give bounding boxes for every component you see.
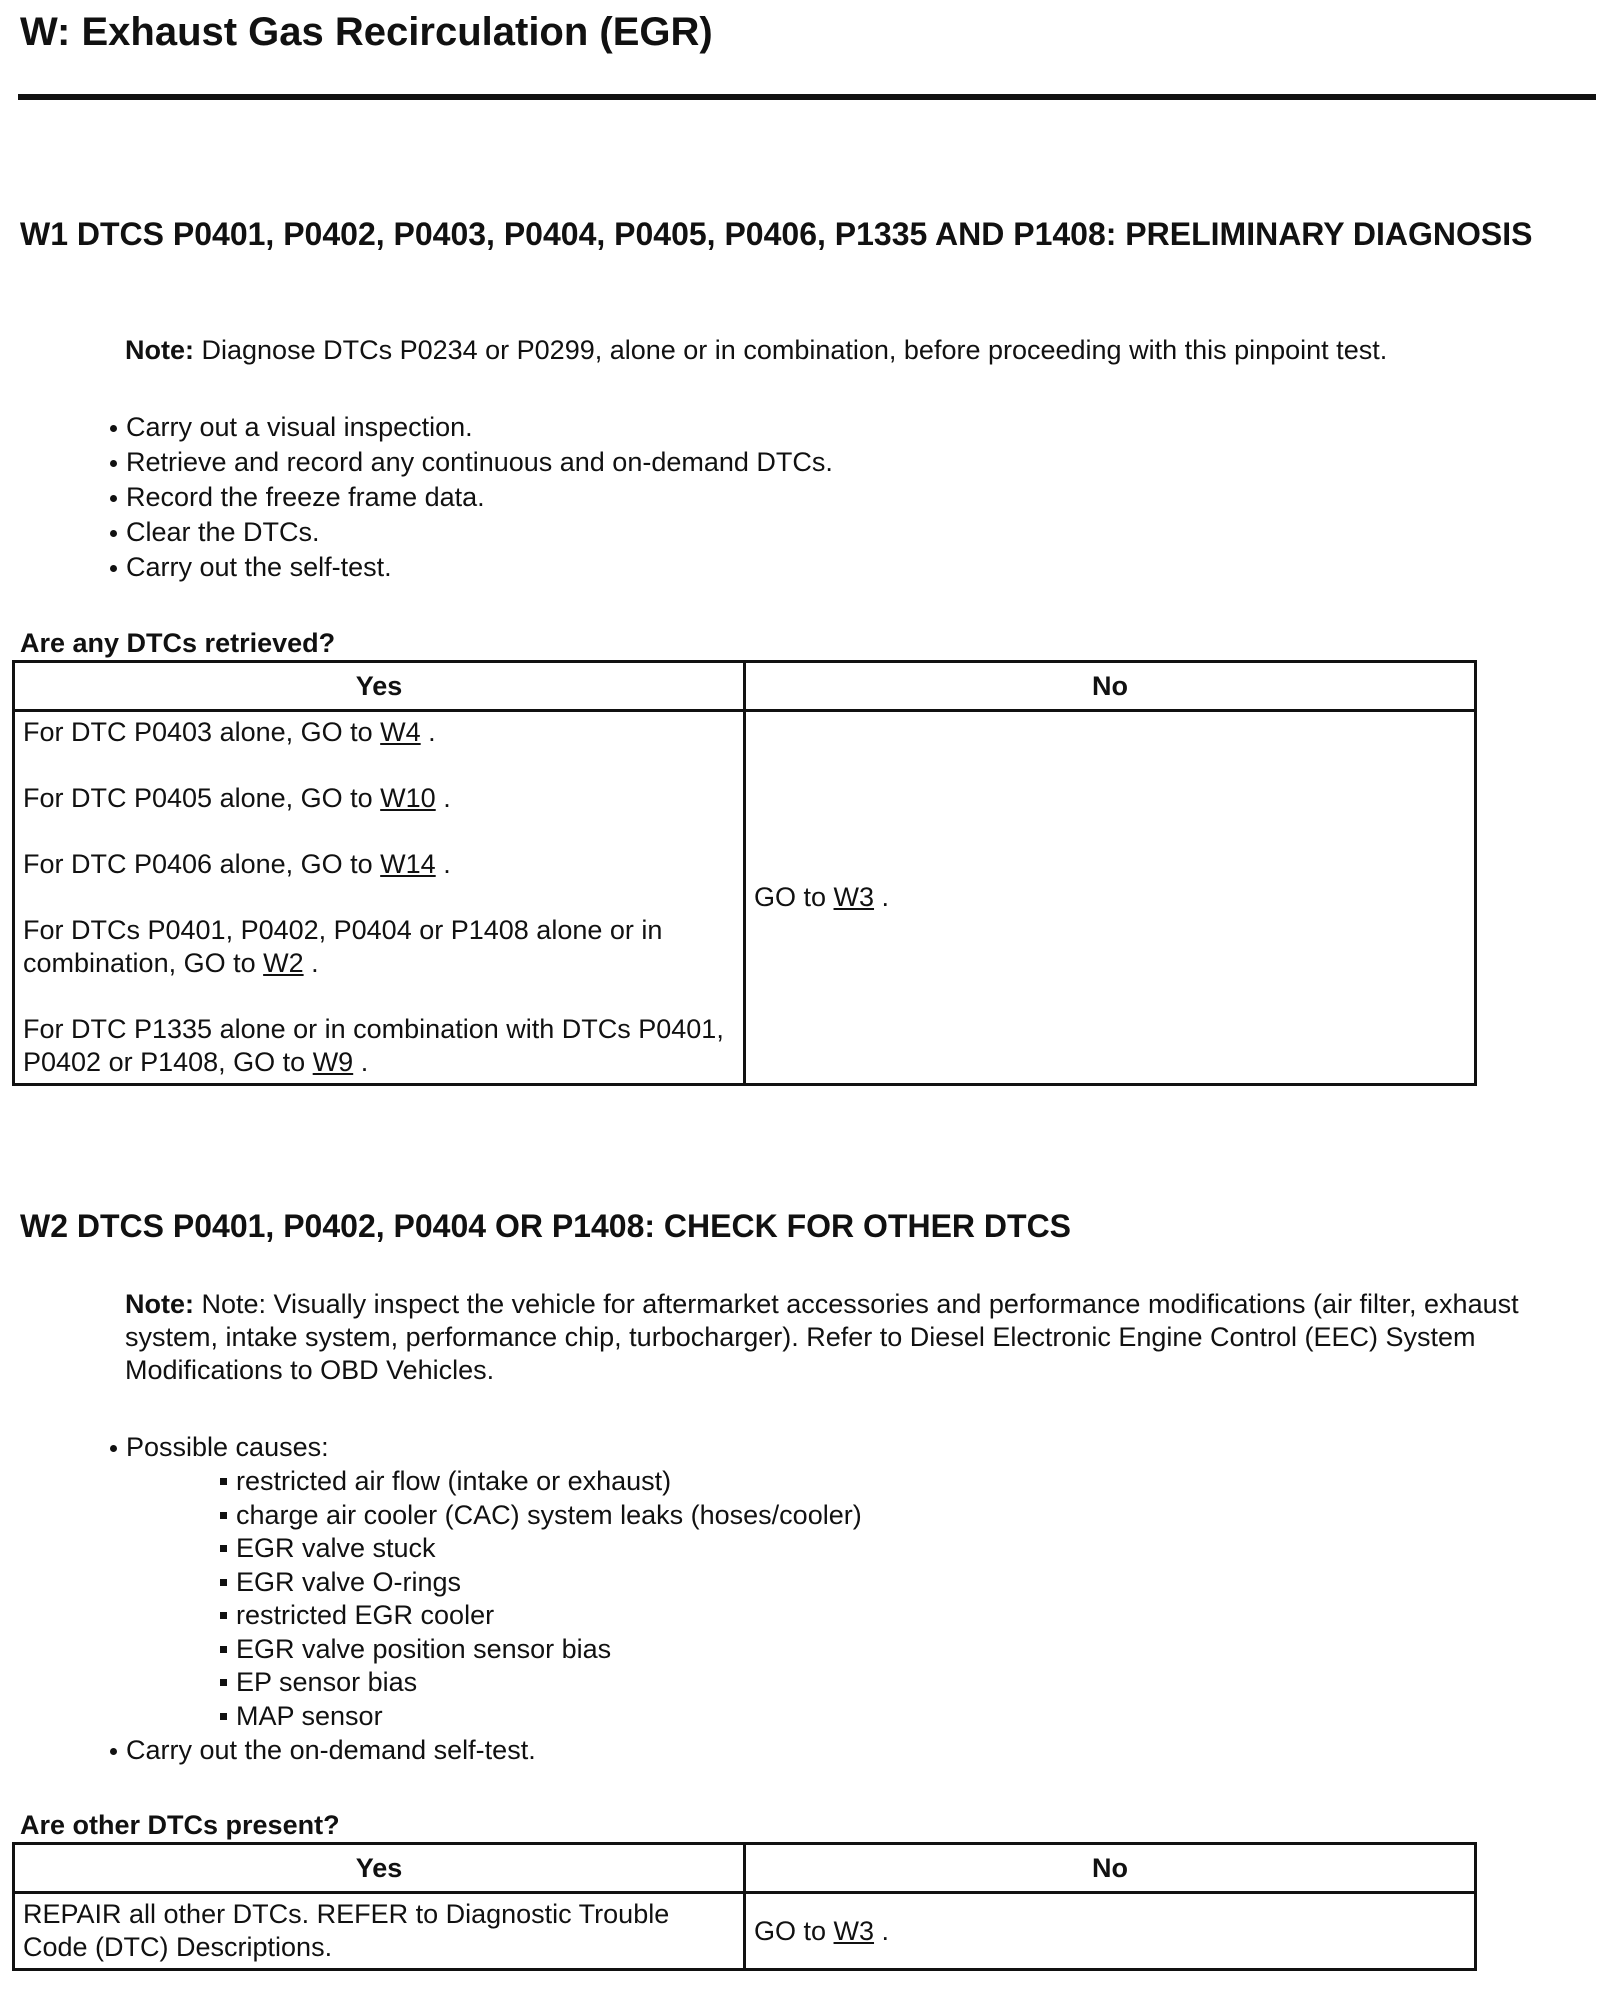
w1-step: Record the freeze frame data. — [110, 480, 833, 515]
w2-steps-list — [110, 1430, 862, 1768]
link-w14[interactable]: W14 — [380, 849, 436, 879]
w2-yes-cell: REPAIR all other DTCs. REFER to Diagnostic Trouble Code (DTC) Descriptions. — [14, 1893, 745, 1970]
yes-item-after: . — [435, 783, 451, 813]
w2-note-text: Note: Visually inspect the vehicle for aftermarket accessories and performance modifications (air filter, exhaust system, intake system, performance chip, turbocharger). Refer to Diesel Electronic Engine Control (EEC) System Modifications to OBD Vehicles. — [125, 1289, 1519, 1385]
w2-step — [110, 1430, 862, 1733]
w2-note-label: Note: — [125, 1289, 194, 1319]
w2-heading: W2 DTCS P0401, P0402, P0404 OR P1408: CHECK FOR OTHER DTCS — [20, 1208, 1072, 1244]
yes-item — [23, 848, 735, 881]
yes-item-after: . — [420, 717, 436, 747]
yes-item-text: For DTC P0403 alone, GO to — [23, 717, 381, 747]
no-text: GO to — [754, 1915, 834, 1946]
link-w2[interactable]: W2 — [263, 948, 304, 978]
w1-yes-cell — [14, 711, 745, 1085]
no-header: No — [745, 1844, 1476, 1893]
page-title: W: Exhaust Gas Recirculation (EGR) — [20, 10, 713, 54]
w1-note-label: Note: — [125, 335, 194, 365]
link-w4[interactable]: W4 — [380, 717, 421, 747]
yes-header: Yes — [14, 662, 745, 711]
yes-item-text: For DTCs P0401, P0402, P0404 or P1408 alone or in combination, GO to — [23, 915, 663, 978]
cause-item: EGR valve O-rings — [220, 1566, 862, 1600]
cause-item: charge air cooler (CAC) system leaks (hoses/cooler) — [220, 1499, 862, 1533]
no-after: . — [874, 882, 890, 912]
w1-note — [125, 334, 1595, 367]
no-text: GO to — [754, 882, 834, 912]
cause-item: EGR valve stuck — [220, 1532, 862, 1566]
no-header: No — [745, 662, 1476, 711]
yes-header: Yes — [14, 1844, 745, 1893]
link-w3[interactable]: W3 — [833, 1915, 875, 1946]
yes-item-text: For DTC P0406 alone, GO to — [23, 849, 381, 879]
w2-question: Are other DTCs present? — [20, 1810, 340, 1840]
link-w9[interactable]: W9 — [312, 1047, 354, 1077]
yes-item-after: . — [435, 849, 451, 879]
w2-note — [125, 1288, 1595, 1387]
w1-step: Carry out the self-test. — [110, 550, 833, 585]
cause-item: restricted EGR cooler — [220, 1599, 862, 1633]
cause-item: EGR valve position sensor bias — [220, 1633, 862, 1667]
cause-item: restricted air flow (intake or exhaust) — [220, 1465, 862, 1499]
title-divider — [18, 94, 1596, 100]
w1-step: Carry out a visual inspection. — [110, 410, 833, 445]
link-w3[interactable]: W3 — [833, 882, 875, 912]
yes-item — [23, 1013, 735, 1079]
w2-decision-table — [12, 1842, 1477, 1971]
w1-steps-list — [110, 410, 833, 585]
yes-item-after: . — [353, 1047, 369, 1077]
causes-label: Possible causes: — [126, 1432, 329, 1462]
cause-item: EP sensor bias — [220, 1666, 862, 1700]
yes-item — [23, 716, 735, 749]
w2-step: Carry out the on-demand self-test. — [110, 1733, 862, 1768]
w1-step: Clear the DTCs. — [110, 515, 833, 550]
causes-list — [220, 1465, 862, 1733]
yes-item — [23, 782, 735, 815]
w1-question: Are any DTCs retrieved? — [20, 628, 336, 658]
w1-note-text: Diagnose DTCs P0234 or P0299, alone or in combination, before proceeding with this pinpoint test. — [194, 335, 1388, 365]
cause-item: MAP sensor — [220, 1700, 862, 1734]
yes-item-text: For DTC P0405 alone, GO to — [23, 783, 381, 813]
w1-no-cell — [745, 711, 1476, 1085]
no-after: . — [874, 1915, 890, 1946]
link-w10[interactable]: W10 — [380, 783, 436, 813]
w1-step: Retrieve and record any continuous and on-demand DTCs. — [110, 445, 833, 480]
yes-item-after: . — [303, 948, 319, 978]
yes-item — [23, 914, 735, 980]
yes-item-text: For DTC P1335 alone or in combination with DTCs P0401, P0402 or P1408, GO to — [23, 1014, 724, 1077]
w1-decision-table — [12, 660, 1477, 1086]
w1-heading: W1 DTCS P0401, P0402, P0403, P0404, P0405, P0406, P1335 AND P1408: PRELIMINARY DIAGNOSIS — [20, 216, 1533, 252]
w2-no-cell — [745, 1893, 1476, 1970]
